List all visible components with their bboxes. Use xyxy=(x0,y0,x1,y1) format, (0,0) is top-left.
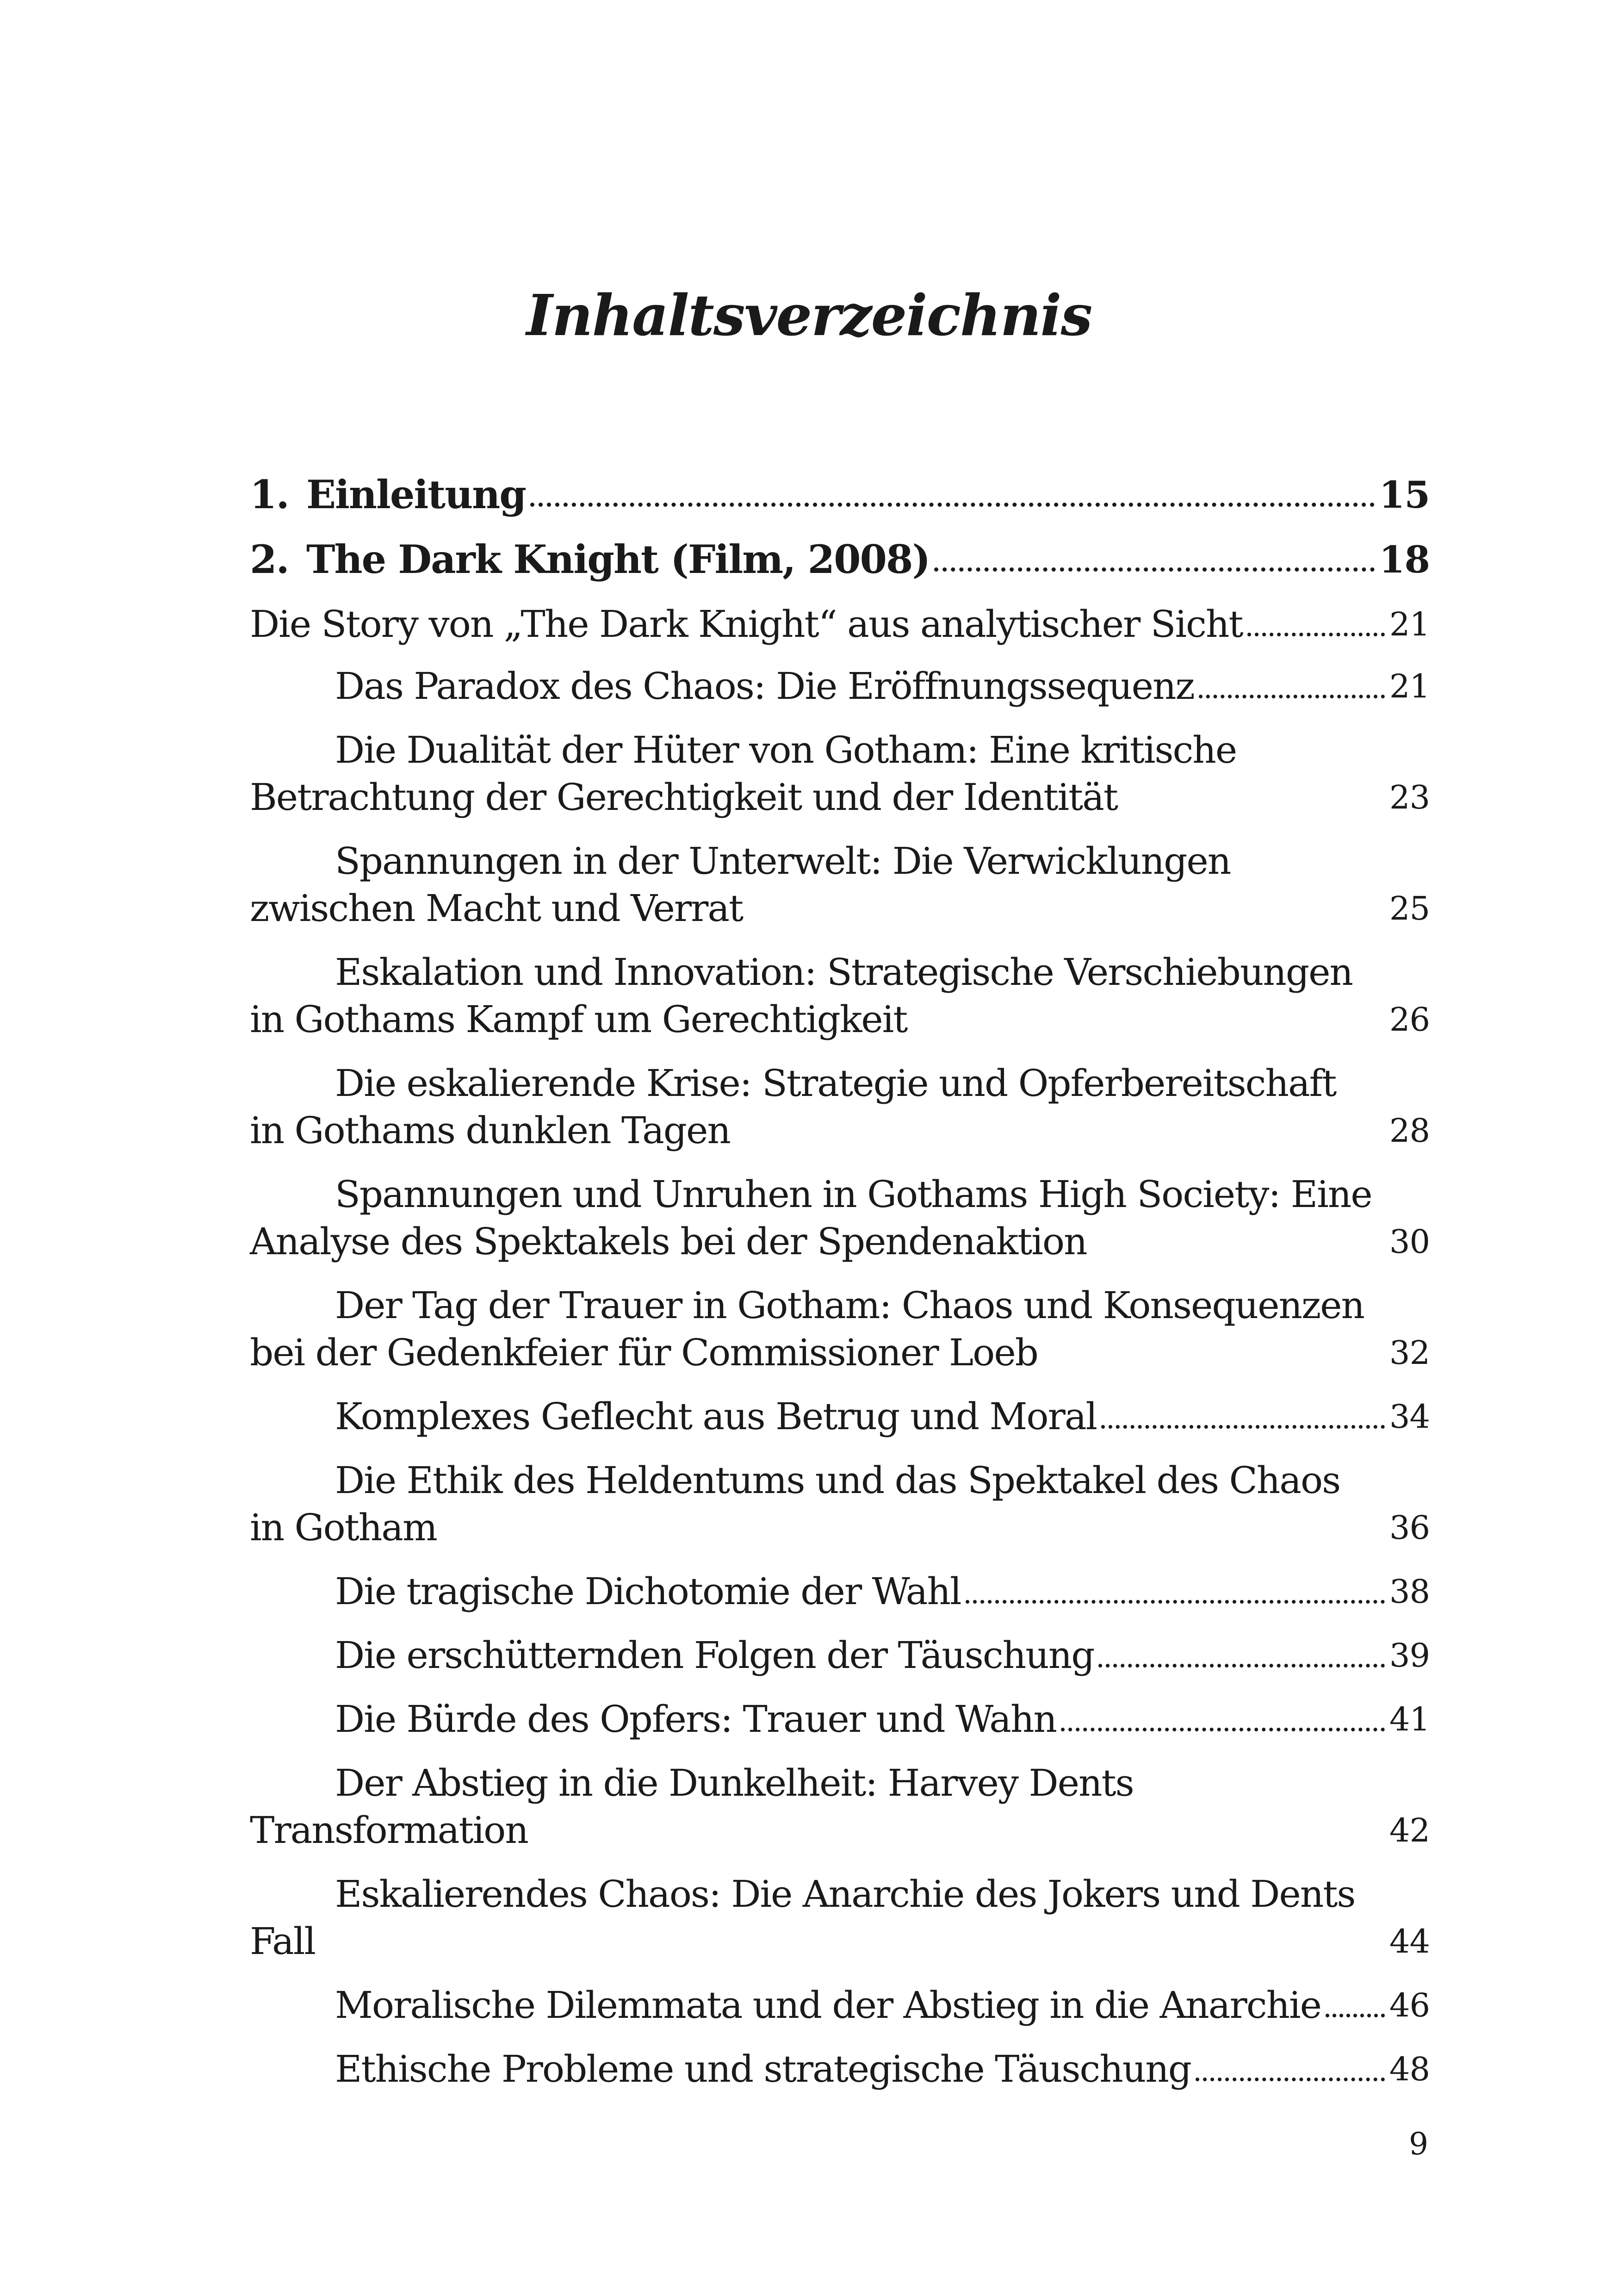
toc-entry-title: Die tragische Dichotomie der Wahl xyxy=(335,1570,961,1613)
dot-leader xyxy=(966,1600,1385,1604)
table-of-contents xyxy=(250,471,1430,2109)
toc-entry-title: Die Dualität der Hüter von Gotham: Eine kritische Betrachtung der Gerechtigkeit und der Identität xyxy=(250,728,1237,819)
toc-subsection-entry[interactable] xyxy=(250,1060,1430,1154)
toc-page-number: 34 xyxy=(1389,1398,1430,1436)
toc-page-number: 39 xyxy=(1389,1636,1430,1674)
toc-subsection-entry[interactable] xyxy=(250,1568,1430,1615)
toc-page-number: 23 xyxy=(1389,778,1430,816)
toc-subsection-entry[interactable] xyxy=(250,663,1430,710)
toc-page-number: 48 xyxy=(1389,2050,1430,2088)
chapter-title: Einleitung xyxy=(306,472,526,517)
toc-entry-title: Spannungen und Unruhen in Gothams High Society: Eine Analyse des Spektakels bei der Spendenaktion xyxy=(250,1173,1372,1263)
toc-subsection-entry[interactable] xyxy=(250,1282,1430,1376)
toc-entry-title: Die Ethik des Heldentums und das Spektakel des Chaos in Gotham xyxy=(250,1459,1340,1549)
toc-entry-title: Die erschütternden Folgen der Täuschung xyxy=(335,1634,1094,1677)
toc-page-number: 28 xyxy=(1389,1112,1430,1150)
toc-page-number: 15 xyxy=(1379,473,1430,516)
dot-leader xyxy=(1101,1425,1385,1429)
toc-entry-title: Moralische Dilemmata und der Abstieg in die Anarchie xyxy=(335,1984,1321,2027)
page-title: Inhaltsverzeichnis xyxy=(526,282,1092,348)
page-number: 9 xyxy=(1409,2126,1428,2162)
toc-subsection-entry[interactable] xyxy=(250,1457,1430,1551)
toc-page-number: 18 xyxy=(1379,538,1430,581)
toc-page-number: 42 xyxy=(1389,1811,1430,1849)
toc-entry-title: Das Paradox des Chaos: Die Eröffnungssequenz xyxy=(335,665,1194,708)
toc-subsection-entry[interactable] xyxy=(250,1871,1430,1965)
toc-entry-title: Der Tag der Trauer in Gotham: Chaos und Konsequenzen bei der Gedenkfeier für Commissioner Loeb xyxy=(250,1284,1364,1374)
dot-leader xyxy=(1196,2078,1385,2081)
toc-chapter-entry[interactable] xyxy=(250,536,1430,583)
chapter-number: 1. xyxy=(250,472,289,517)
toc-subsection-entry[interactable] xyxy=(250,727,1430,821)
toc-page-number: 26 xyxy=(1389,1001,1430,1039)
dot-leader xyxy=(1061,1728,1385,1731)
toc-section-entry[interactable] xyxy=(250,601,1430,648)
toc-page-number: 46 xyxy=(1389,1986,1430,2024)
toc-entry-title: Der Abstieg in die Dunkelheit: Harvey Dents Transformation xyxy=(250,1761,1134,1852)
toc-page-number: 44 xyxy=(1389,1923,1430,1960)
toc-entry-title xyxy=(250,536,930,583)
toc-page-number: 30 xyxy=(1389,1223,1430,1261)
toc-entry-title: Die Bürde des Opfers: Trauer und Wahn xyxy=(335,1698,1057,1741)
toc-chapter-entry[interactable] xyxy=(250,471,1430,518)
toc-subsection-entry[interactable] xyxy=(250,1632,1430,1679)
toc-page-number: 38 xyxy=(1389,1573,1430,1611)
dot-leader xyxy=(1199,695,1385,698)
dot-leader xyxy=(1098,1664,1384,1668)
toc-page-number: 36 xyxy=(1389,1509,1430,1547)
toc-entry-title xyxy=(250,471,526,518)
toc-subsection-entry[interactable] xyxy=(250,1982,1430,2029)
toc-subsection-entry[interactable] xyxy=(250,1393,1430,1440)
toc-entry-title: Komplexes Geflecht aus Betrug und Moral xyxy=(335,1395,1097,1438)
toc-entry-title: Die eskalierende Krise: Strategie und Opferbereitschaft in Gothams dunklen Tagen xyxy=(250,1062,1336,1152)
dot-leader xyxy=(1247,633,1385,636)
toc-entry-title: Die Story von „The Dark Knight“ aus analytischer Sicht xyxy=(250,603,1243,646)
toc-subsection-entry[interactable] xyxy=(250,1171,1430,1265)
toc-subsection-entry[interactable] xyxy=(250,2046,1430,2093)
toc-page-number: 21 xyxy=(1389,605,1430,643)
toc-page-number: 25 xyxy=(1389,890,1430,927)
chapter-number: 2. xyxy=(250,536,289,582)
dot-leader xyxy=(1326,2014,1385,2017)
toc-entry-title: Ethische Probleme und strategische Täuschung xyxy=(335,2047,1191,2091)
toc-subsection-entry[interactable] xyxy=(250,1696,1430,1743)
dot-leader xyxy=(530,503,1375,507)
chapter-title: The Dark Knight (Film, 2008) xyxy=(306,536,930,582)
toc-subsection-entry[interactable] xyxy=(250,838,1430,932)
toc-entry-title: Eskalation und Innovation: Strategische Verschiebungen in Gothams Kampf um Gerechtigkeit xyxy=(250,951,1352,1041)
toc-page-number: 32 xyxy=(1389,1334,1430,1372)
toc-entry-title: Eskalierendes Chaos: Die Anarchie des Jokers und Dents Fall xyxy=(250,1873,1355,1963)
dot-leader xyxy=(934,567,1374,572)
toc-entry-title: Spannungen in der Unterwelt: Die Verwicklungen zwischen Macht und Verrat xyxy=(250,840,1231,930)
toc-page-number: 41 xyxy=(1389,1700,1430,1738)
toc-subsection-entry[interactable] xyxy=(250,1760,1430,1854)
toc-subsection-entry[interactable] xyxy=(250,949,1430,1043)
toc-page-number: 21 xyxy=(1389,667,1430,705)
